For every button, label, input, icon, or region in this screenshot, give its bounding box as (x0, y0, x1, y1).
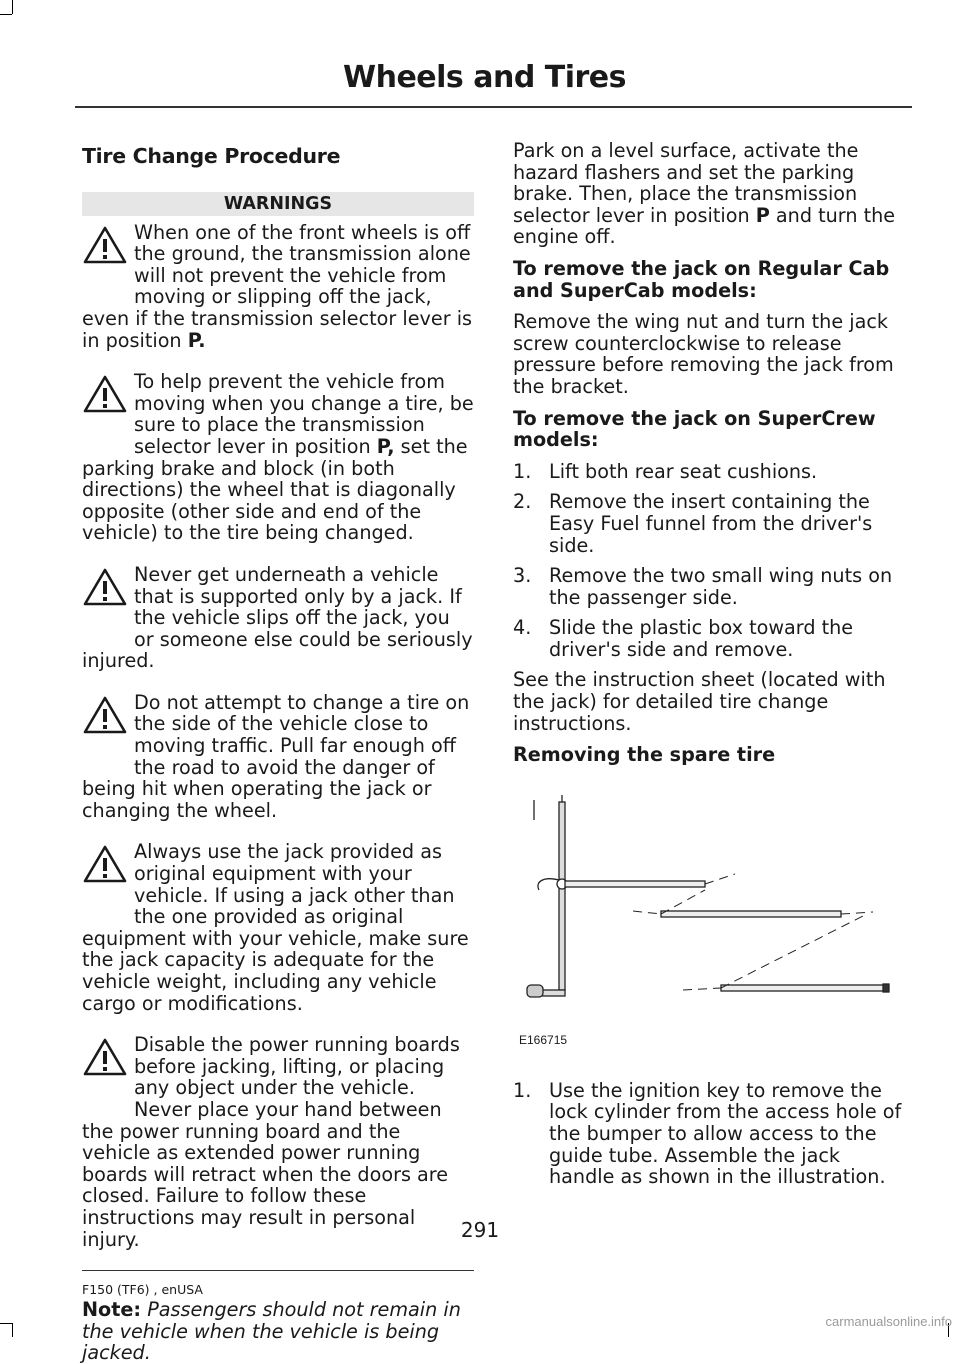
warning-item (82, 222, 474, 352)
intro-paragraph (513, 140, 905, 248)
warning-triangle-svg (82, 1036, 128, 1096)
spare-tire-steps (513, 1080, 905, 1188)
warning-item (82, 692, 474, 822)
crop-mark (0, 1323, 12, 1324)
crop-mark (12, 0, 13, 14)
warning-triangle-svg (82, 224, 128, 284)
note (82, 1299, 474, 1364)
warning-text: When one of the front wheels is off the ground, the transmission alone will not prevent the vehicle from moving or slipping off the jack, even if the transmission selector lever is in position (82, 220, 473, 352)
warning-item (82, 841, 474, 1014)
regular-cab-heading: To remove the jack on Regular Cab and SuperCab models: (513, 256, 890, 302)
step-text: Lift both rear seat cushions. (549, 459, 818, 483)
step-text: Remove the two small wing nuts on the passenger side. (549, 564, 893, 609)
step-text: Slide the plastic box toward the driver's side and remove. (549, 616, 854, 661)
page-title: Wheels and Tires (343, 60, 626, 95)
warning-triangle-svg (82, 843, 128, 903)
spare-tire-heading: Removing the spare tire (513, 743, 776, 767)
header-rule (75, 106, 912, 108)
step-number: 3. (513, 564, 532, 588)
crop-mark (0, 14, 12, 15)
crop-mark (12, 1323, 13, 1337)
step-number: 2. (513, 490, 532, 514)
step-item (513, 565, 905, 608)
instruction-sheet-text: See the instruction sheet (located with the jack) for detailed tire change instructions. (513, 668, 886, 735)
intro-position: P (755, 203, 770, 227)
left-column (82, 140, 474, 1364)
section-title: Tire Change Procedure (82, 144, 341, 168)
warning-position: P, (376, 434, 395, 458)
step-item (513, 461, 905, 483)
right-column (513, 140, 905, 1197)
step-text: Remove the insert containing the Easy Fuel funnel from the driver's side. (549, 490, 873, 557)
warning-triangle-svg (82, 373, 128, 433)
warning-item (82, 564, 474, 672)
warnings-header: WARNINGS (82, 192, 474, 216)
warning-text: Always use the jack provided as original equipment with your vehicle. If using a jack other than the one provided as original equipment with your vehicle, make sure the jack capacity is adequate for the vehicle weight, including any vehicle cargo or modifications. (82, 840, 469, 1015)
note-text: Passengers should not remain in the vehicle when the vehicle is being jacked. (82, 1298, 461, 1364)
jack-handle-drawing (513, 780, 905, 1062)
note-label: Note: (82, 1298, 142, 1322)
warning-text: Do not attempt to change a tire on the side of the vehicle close to moving traffic. Pull far enough off the road to avoid the danger of being hit when operating the jack or changing the wheel. (82, 690, 470, 822)
warning-text: To help prevent the vehicle from moving when you change a tire, be sure to place the transmission selector lever in position (134, 370, 474, 458)
warning-triangle-svg (82, 694, 128, 754)
warnings-end-rule (82, 1270, 474, 1271)
warning-text: Disable the power running boards before jacking, lifting, or placing any object under the vehicle. Never place your hand between the power running board and the vehicle as extended power running boards will retract when the doors are closed. Failure to follow these instructions may result in personal injury. (82, 1033, 460, 1251)
warning-text: Never get underneath a vehicle that is supported only by a jack. If the vehicle slips off the jack, you or someone else could be seriously injured. (82, 562, 473, 673)
warning-text-rest: set the parking brake and block (in both directions) the wheel that is diagonally opposite (other side and end of the vehicle) to the tire being changed. (82, 434, 468, 545)
warning-triangle-icon (82, 694, 130, 757)
step-text: Use the ignition key to remove the lock cylinder from the access hole of the bumper to allow access to the guide tube. Assemble the jack handle as shown in the illustration. (549, 1078, 902, 1189)
warning-triangle-icon (82, 566, 130, 629)
step-number: 4. (513, 616, 532, 640)
supercrew-heading: To remove the jack on SuperCrew models: (513, 406, 876, 452)
warning-triangle-icon (82, 843, 130, 906)
warning-item (82, 371, 474, 544)
step-item (513, 1080, 905, 1188)
page-number: 291 (460, 1218, 500, 1242)
jack-handle-illustration (513, 780, 905, 1062)
step-item (513, 491, 905, 556)
intro-text-end: and turn the engine off. (513, 203, 896, 249)
step-number: 1. (513, 1078, 532, 1102)
step-number: 1. (513, 459, 532, 483)
supercrew-steps (513, 461, 905, 661)
step-item (513, 617, 905, 660)
intro-text: Park on a level surface, activate the hazard flashers and set the parking brake. Then, place the transmission selector lever in position (513, 139, 859, 227)
warning-triangle-icon (82, 224, 130, 287)
warning-triangle-icon (82, 373, 130, 436)
warning-triangle-icon (82, 1036, 130, 1099)
regular-cab-body: Remove the wing nut and turn the jack screw counterclockwise to release pressure before removing the jack from the bracket. (513, 310, 894, 398)
warning-triangle-svg (82, 566, 128, 626)
warning-position: P. (187, 328, 206, 352)
footer-model: F150 (TF6) , enUSA (82, 1282, 203, 1297)
watermark: carmanualsonline.info (825, 1314, 952, 1329)
warnings-list (82, 222, 474, 1251)
figure-code: E166715 (519, 1033, 568, 1048)
